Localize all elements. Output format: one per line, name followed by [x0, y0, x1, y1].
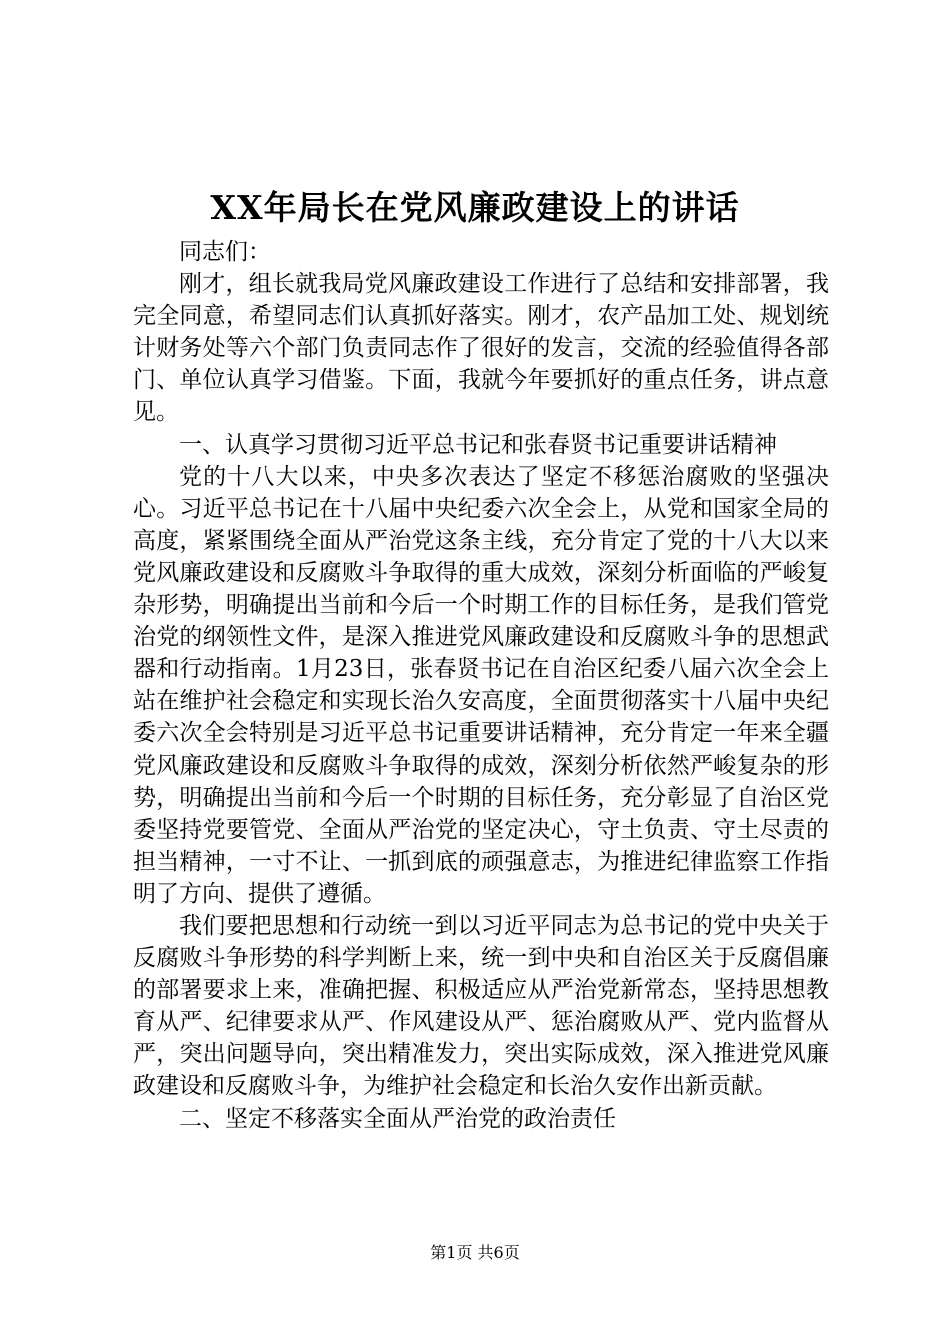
section-heading: 二、坚定不移落实全面从严治党的政治责任 — [179, 1105, 616, 1132]
paragraph: 刚才，组长就我局党风廉政建设工作进行了总结和安排部署，我完全同意，希望同志们认真抓好落实。刚才，农产品加工处、规划统计财务处等六个部门负责同志作了很好的发言，交流的经验值得各部门、单位认真学习借鉴。下面，我就今年要抓好的重点任务，讲点意见。 — [133, 271, 829, 426]
document-title: XX年局长在党风廉政建设上的讲话 — [210, 188, 740, 227]
paragraph: 党的十八大以来，中央多次表达了坚定不移惩治腐败的坚强决心。习近平总书记在十八届中央纪委六次全会上，从党和国家全局的高度，紧紧围绕全面从严治党这条主线，充分肯定了党的十八大以来党风廉政建设和反腐败斗争取得的重大成效，深刻分析面临的严峻复杂形势，明确提出当前和今后一个时期工作的目标任务，是我们管党治党的纲领性文件，是深入推进党风廉政建设和反腐败斗争的思想武器和行动指南。1月23日，张春贤书记在自治区纪委八届六次全会上站在维护社会稳定和实现长治久安高度，全面贯彻落实十八届中央纪委六次全会特别是习近平总书记重要讲话精神，充分肯定一年来全疆党风廉政建设和反腐败斗争取得的成效，深刻分析依然严峻复杂的形势，明确提出当前和今后一个时期的目标任务，充分彰显了自治区党委坚持党要管党、全面从严治党的坚定决心，守土负责、守土尽责的担当精神，一寸不让、一抓到底的顽强意志，为推进纪律监察工作指明了方向、提供了遵循。 — [133, 463, 829, 907]
section-heading: 一、认真学习贯彻习近平总书记和张春贤书记重要讲话精神 — [179, 431, 777, 458]
salutation: 同志们： — [179, 239, 271, 265]
page-footer: 第1页 共6页 — [430, 1243, 520, 1262]
paragraph: 我们要把思想和行动统一到以习近平同志为总书记的党中央关于反腐败斗争形势的科学判断上来，统一到中央和自治区关于反腐倡廉的部署要求上来，准确把握、积极适应从严治党新常态，坚持思想教育从严、纪律要求从严、作风建设从严、惩治腐败从严、党内监督从严，突出问题导向，突出精准发力，突出实际成效，深入推进党风廉政建设和反腐败斗争，为维护社会稳定和长治久安作出新贡献。 — [133, 912, 829, 1100]
document-body — [133, 236, 829, 1135]
